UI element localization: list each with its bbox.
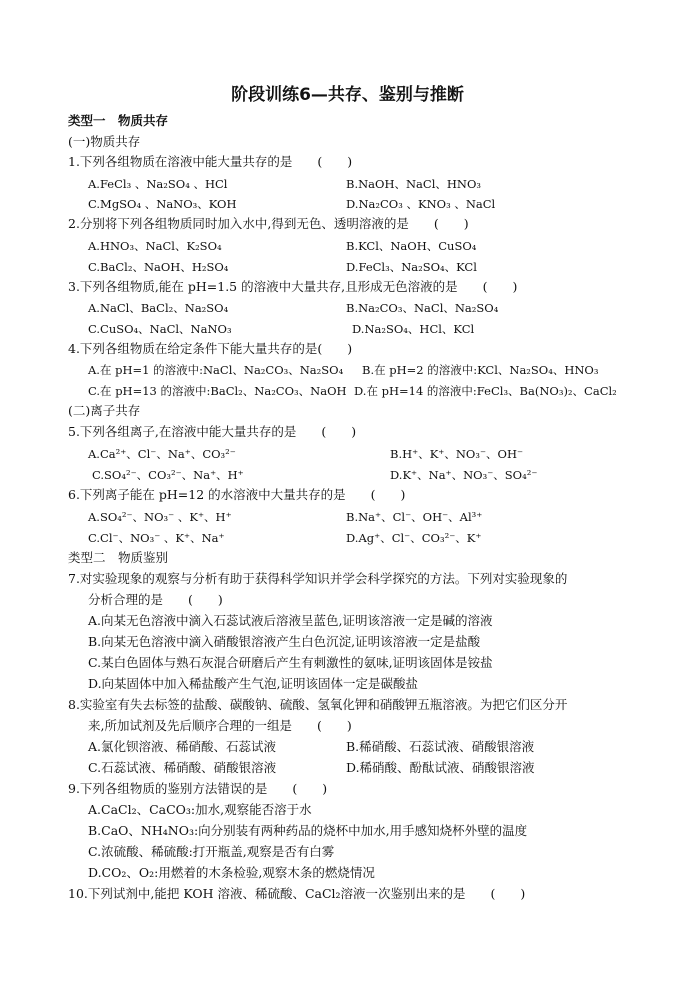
option-a: A.在 pH=1 的溶液中:NaCl、Na₂CO₃、Na₂SO₄ — [88, 363, 344, 377]
subsection-title-2: (二)离子共存 — [68, 403, 141, 418]
question-1 — [0, 152, 695, 174]
option-a: A.SO₄²⁻、NO₃⁻ 、K⁺、H⁺ — [88, 510, 232, 524]
question-7-option — [0, 632, 695, 654]
question-8-options-row — [0, 758, 695, 780]
question-stem: 9.下列各组物质的鉴别方法错误的是 ( ) — [68, 781, 328, 796]
question-stem-line-2: 来,所加试剂及先后顺序合理的一组是 ( ) — [88, 718, 352, 733]
option-b: B.向某无色溶液中滴入硝酸银溶液产生白色沉淀,证明该溶液一定是盐酸 — [88, 634, 481, 649]
question-stem-line-2: 分析合理的是 ( ) — [88, 592, 223, 607]
option-c: C.MgSO₄ 、NaNO₃、KOH — [88, 197, 237, 211]
question-3 — [0, 277, 695, 299]
question-9-option — [0, 863, 695, 885]
question-stem: 10.下列试剂中,能把 KOH 溶液、稀硫酸、CaCl₂溶液一次鉴别出来的是 ( ) — [68, 886, 526, 901]
option-c: C.石蕊试液、稀硝酸、硝酸银溶液 — [88, 760, 277, 775]
question-8 — [0, 695, 695, 717]
subsection-heading — [0, 401, 695, 423]
option-d: D.Ag⁺、Cl⁻、CO₃²⁻、K⁺ — [346, 531, 482, 545]
subsection-title-1: (一)物质共存 — [68, 134, 141, 149]
question-stem: 6.下列离子能在 pH=12 的水溶液中大量共存的是 ( ) — [68, 487, 406, 502]
subsection-heading — [0, 132, 695, 154]
option-d: D.在 pH=14 的溶液中:FeCl₃、Ba(NO₃)₂、CaCl₂ — [354, 384, 617, 398]
option-d: D.向某固体中加入稀盐酸产生气泡,证明该固体一定是碳酸盐 — [88, 676, 419, 691]
question-7-option — [0, 611, 695, 633]
option-c: C.在 pH=13 的溶液中:BaCl₂、Na₂CO₃、NaOH — [88, 384, 347, 398]
page-title: 阶段训练6—共存、鉴别与推断 — [231, 85, 464, 105]
question-stem: 3.下列各组物质,能在 pH=1.5 的溶液中大量共存,且形成无色溶液的是 ( ) — [68, 279, 518, 294]
option-b: B.NaOH、NaCl、HNO₃ — [346, 177, 482, 191]
option-c: C.CuSO₄、NaCl、NaNO₃ — [88, 322, 232, 336]
question-9 — [0, 779, 695, 801]
question-2-options-row — [0, 257, 695, 279]
question-7-option — [0, 674, 695, 696]
question-5-options-row — [0, 465, 695, 487]
question-2-options-row — [0, 236, 695, 258]
question-1-options-row — [0, 174, 695, 196]
question-3-options-row — [0, 298, 695, 320]
option-d: D.稀硝酸、酚酞试液、硝酸银溶液 — [346, 760, 535, 775]
option-a: A.HNO₃、NaCl、K₂SO₄ — [88, 239, 222, 253]
option-b: B.CaO、NH₄NO₃:向分别装有两种药品的烧杯中加水,用手感知烧杯外壁的温度 — [88, 823, 528, 838]
question-8-options-row — [0, 737, 695, 759]
question-3-options-row — [0, 319, 695, 341]
question-6-options-row — [0, 507, 695, 529]
option-b: B.H⁺、K⁺、NO₃⁻、OH⁻ — [390, 447, 524, 461]
option-a: A.CaCl₂、CaCO₃:加水,观察能否溶于水 — [88, 802, 312, 817]
question-stem: 1.下列各组物质在溶液中能大量共存的是 ( ) — [68, 154, 353, 169]
option-b: B.Na₂CO₃、NaCl、Na₂SO₄ — [346, 301, 499, 315]
option-c: C.BaCl₂、NaOH、H₂SO₄ — [88, 260, 229, 274]
question-7-option — [0, 653, 695, 675]
option-a: A.FeCl₃ 、Na₂SO₄ 、HCl — [88, 177, 228, 191]
option-b: B.在 pH=2 的溶液中:KCl、Na₂SO₄、HNO₃ — [362, 363, 599, 377]
section-heading — [0, 111, 695, 133]
option-d: D.K⁺、Na⁺、NO₃⁻、SO₄²⁻ — [390, 468, 538, 482]
option-c: C.浓硫酸、稀硫酸:打开瓶盖,观察是否有白雾 — [88, 844, 335, 859]
question-6 — [0, 485, 695, 507]
option-b: B.KCl、NaOH、CuSO₄ — [346, 239, 477, 253]
section-title-1: 类型一 物质共存 — [68, 113, 169, 128]
question-1-options-row — [0, 194, 695, 216]
question-stem: 4.下列各组物质在给定条件下能大量共存的是( ) — [68, 341, 353, 356]
question-5-options-row — [0, 444, 695, 466]
option-b: B.Na⁺、Cl⁻、OH⁻、Al³⁺ — [346, 510, 483, 524]
question-6-options-row — [0, 528, 695, 550]
option-b: B.稀硝酸、石蕊试液、硝酸银溶液 — [346, 739, 535, 754]
section-title-2: 类型二 物质鉴别 — [68, 550, 169, 565]
section-heading — [0, 548, 695, 570]
question-7 — [0, 569, 695, 591]
question-9-option — [0, 821, 695, 843]
question-10 — [0, 884, 695, 906]
option-d: D.FeCl₃、Na₂SO₄、KCl — [346, 260, 477, 274]
option-d: D.Na₂CO₃ 、KNO₃ 、NaCl — [346, 197, 496, 211]
option-a: A.氯化钡溶液、稀硝酸、石蕊试液 — [88, 739, 277, 754]
question-stem-line-1: 7.对实验现象的观察与分析有助于获得科学知识并学会科学探究的方法。下列对实验现象的 — [68, 571, 568, 586]
question-8-continued — [0, 716, 695, 738]
question-stem-line-1: 8.实验室有失去标签的盐酸、碳酸钠、硫酸、氢氧化钾和硝酸钾五瓶溶液。为把它们区分开 — [68, 697, 568, 712]
question-9-option — [0, 800, 695, 822]
option-d: D.Na₂SO₄、HCl、KCl — [352, 322, 475, 336]
question-4-options-row — [0, 360, 695, 382]
option-c: C.Cl⁻、NO₃⁻ 、K⁺、Na⁺ — [88, 531, 225, 545]
option-d: D.CO₂、O₂:用燃着的木条检验,观察木条的燃烧情况 — [88, 865, 375, 880]
question-9-option — [0, 842, 695, 864]
question-5 — [0, 422, 695, 444]
question-2 — [0, 214, 695, 236]
option-c: C.某白色固体与熟石灰混合研磨后产生有刺激性的氨味,证明该固体是铵盐 — [88, 655, 493, 670]
option-a: A.向某无色溶液中滴入石蕊试液后溶液呈蓝色,证明该溶液一定是碱的溶液 — [88, 613, 493, 628]
option-a: A.NaCl、BaCl₂、Na₂SO₄ — [88, 301, 229, 315]
question-stem: 5.下列各组离子,在溶液中能大量共存的是 ( ) — [68, 424, 357, 439]
question-4-options-row — [0, 381, 695, 403]
question-7-continued — [0, 590, 695, 612]
question-stem: 2.分别将下列各组物质同时加入水中,得到无色、透明溶液的是 ( ) — [68, 216, 469, 231]
question-4 — [0, 339, 695, 361]
option-a: A.Ca²⁺、Cl⁻、Na⁺、CO₃²⁻ — [88, 447, 236, 461]
option-c: C.SO₄²⁻、CO₃²⁻、Na⁺、H⁺ — [92, 468, 244, 482]
